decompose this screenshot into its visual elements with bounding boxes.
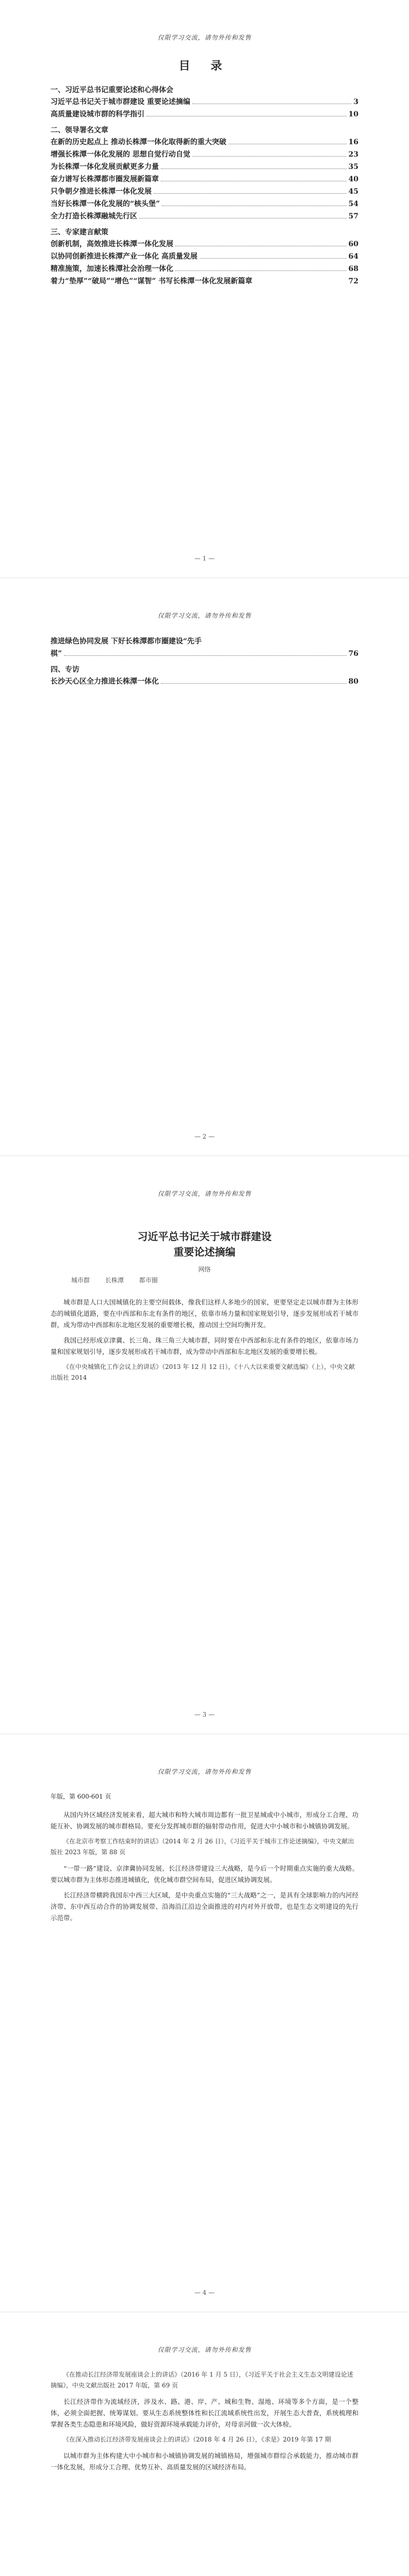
page-4	[0, 1734, 409, 2312]
toc-item[interactable]	[51, 238, 358, 250]
article-tag[interactable]: 都市圈	[139, 1277, 158, 1284]
toc-item[interactable]	[51, 96, 358, 108]
page-1	[0, 0, 409, 578]
toc-item-page: 76	[348, 650, 358, 658]
article-paragraph: 从国内外区域经济发展来看，超大城市和特大城市周边都有一批卫星城或中小城市，形成分工合理、功能互补、协调发展的城市群格局。要充分发挥城市群的辐射带动作用，促进大中小城市和小城镇协调发展。	[51, 1811, 358, 1830]
page-number: — 2 —	[194, 1133, 215, 1140]
toc-item-page: 68	[348, 265, 358, 273]
article-paragraph: 我国已经形成京津冀、长三角、珠三角三大城市群，同时要在中西部和东北有条件的地区，依靠市场力量和国家规划引导，逐步发展形成若干城市群，成为带动中西部和东北地区发展的重要增长极。	[51, 1336, 358, 1355]
toc-item-page: 23	[348, 150, 358, 159]
toc-item[interactable]	[51, 185, 358, 198]
toc-item[interactable]	[51, 173, 358, 185]
toc-item[interactable]	[51, 198, 358, 210]
toc-item[interactable]	[51, 250, 358, 263]
toc-leader	[161, 168, 347, 169]
article-title	[51, 1229, 358, 1260]
toc-item[interactable]	[51, 161, 358, 173]
article-paragraph: 以城市群为主体构建大中小城市和小城镇协调发展的城镇格局，增强城市群综合承载能力，推动城市群一体化发展，形成分工合理、优势互补、高质量发展的区域经济布局。	[51, 2452, 358, 2471]
toc-leader	[154, 193, 347, 194]
article-citation: 《在推动长江经济带发展座谈会上的讲话》（2016 年 1 月 5 日），《习近平关于社会主义生态文明建设论述摘编》，中央文献出版社 2017 年版，第 69 页	[51, 2371, 353, 2389]
toc-section-4: 四、专访	[51, 666, 79, 674]
page-3	[0, 1156, 409, 1734]
article-paragraph: 长江经济带横跨我国东中西三大区域，是中央重点实施的“三大战略”之一，是具有全球影响力的内河经济带、东中西互动合作的协调发展带、沿海沿江沿边全面推进的对内对外开放带，也是生态文明建设的先行示范带。	[51, 1891, 358, 1922]
page-number: — 3 —	[194, 1711, 215, 1718]
toc-item[interactable]	[51, 275, 358, 287]
article-title-line: 习近平总书记关于城市群建设	[137, 1230, 272, 1243]
toc-item-title: 全力打造长株潭融城先行区	[51, 212, 137, 221]
page-5	[0, 2312, 409, 2576]
toc-item[interactable]	[51, 635, 358, 660]
toc-item-page: 60	[348, 240, 358, 248]
toc-leader	[200, 258, 347, 259]
toc-leader	[192, 156, 347, 157]
article-paragraph: 城市群是人口大国城镇化的主要空间载体，像我们这样人多地少的国家，更要坚定走以城市群为主体形态的城镇化道路，要在中西部和东北有条件的地区，依靠市场力量和国家规划引导，逐步发展形成若干城市群，成为带动中西部和东北地区发展的重要增长极，推动国土空间均衡开发。	[51, 1298, 358, 1329]
article-tags	[51, 1276, 358, 1284]
toc-section-1: 一、习近平总书记重要论述和心得体会	[51, 86, 173, 94]
toc-item-title: 增强长株潭一体化发展的 思想自觉行动自觉	[51, 150, 190, 159]
toc-item-title-cont: 棋”	[51, 650, 62, 658]
toc-item-page: 54	[348, 200, 358, 208]
article-title-line: 重要论述摘编	[173, 1246, 236, 1258]
toc-item-page: 45	[348, 188, 358, 196]
toc-item-page: 35	[348, 163, 358, 171]
toc-item[interactable]	[51, 148, 358, 161]
page-header: 仅限学习交流，请勿外传和发售	[157, 612, 252, 619]
toc-section-3: 三、专家建言献策	[51, 228, 108, 236]
article-citation: 《在中央城镇化工作会议上的讲话》（2013 年 12 月 12 日），《十八大以来重要文献选编》（上），中央文献出版社 2014	[51, 1363, 355, 1381]
page-header: 仅限学习交流，请勿外传和发售	[157, 1190, 252, 1197]
toc-item-title: 在新的历史起点上 推动长株潭一体化取得新的重大突破	[51, 138, 226, 146]
toc-item[interactable]	[51, 108, 358, 121]
toc-item-page: 3	[353, 98, 358, 106]
toc-item-title: 精准施策，加速长株潭社会治理一体化	[51, 265, 173, 273]
toc-item-page: 10	[348, 110, 358, 118]
article-tag[interactable]: 长株潭	[105, 1277, 124, 1284]
article-citation: 《在深入推动长江经济带发展座谈会上的讲话》（2018 年 4 月 26 日），《求是》2019 年第 17 期	[63, 2436, 331, 2443]
toc-item-page: 64	[348, 252, 358, 261]
toc-item[interactable]	[51, 263, 358, 275]
toc-item-title: 奋力谱写长株潭都市圈发展新篇章	[51, 175, 159, 183]
article-citation-continued: 年版，第 600-601 页	[51, 1793, 111, 1800]
toc-section-2: 二、领导署名文章	[51, 126, 108, 134]
toc-item[interactable]	[51, 210, 358, 223]
article-paragraph: 长江经济带作为流域经济，涉及水、路、港、岸、产、城和生物、湿地、环境等多个方面，是一个整体，必须全面把握、统筹谋划。要从生态系统整体性和长江流域系统性出发，开展生态大普查，系统梳理和掌握各类生态隐患和环境风险，做好资源环境承载能力评价，对母亲河做一次大体检。	[51, 2398, 358, 2428]
toc-item-page: 57	[348, 212, 358, 221]
article-byline: 网络	[198, 1266, 211, 1273]
toc-item-page: 16	[348, 138, 358, 146]
toc-item[interactable]	[51, 675, 358, 688]
toc-item-title: 习近平总书记关于城市群建设 重要论述摘编	[51, 98, 190, 106]
article-paragraph: “一带一路”建设、京津冀协同发展、长江经济带建设三大战略，是今后一个时期重点实施的重大战略。要以城市群为主体形态推进城镇化，优化城市群空间布局，促进区域协调发展。	[51, 1865, 358, 1884]
page-header: 仅限学习交流，请勿外传和发售	[157, 34, 252, 41]
page-number: — 4 —	[194, 2289, 215, 2296]
toc-item-title: 着力“垫厚”“破局”“增色”“谋智” 书写长株潭一体化发展新篇章	[51, 277, 253, 285]
toc-item-title: 以协同创新推进长株潭产业一体化 高质量发展	[51, 252, 198, 261]
toc-item-page: 40	[348, 175, 358, 183]
toc-item-title: 长沙天心区全力推进长株潭一体化	[51, 677, 159, 686]
toc-item[interactable]	[51, 136, 358, 148]
toc-item-title: 推进绿色协同发展 下好长株潭都市圈建设“先手	[51, 637, 202, 646]
toc-leader	[64, 655, 346, 656]
page-2	[0, 578, 409, 1156]
article-tag[interactable]: 城市群	[71, 1277, 90, 1284]
toc-item-title: 创新机制，高效推进长株潭一体化发展	[51, 240, 173, 248]
page-header: 仅限学习交流，请勿外传和发售	[157, 2346, 252, 2353]
toc-item-title: 为长株潭一体化发展贡献更多力量	[51, 163, 159, 171]
toc-leader	[175, 270, 347, 271]
toc-leader	[161, 683, 347, 684]
page-header: 仅限学习交流，请勿外传和发售	[157, 1768, 252, 1775]
toc-item-title: 高质量建设城市群的科学指引	[51, 110, 144, 118]
page-number: — 1 —	[194, 555, 215, 562]
toc-item-page: 80	[348, 677, 358, 686]
toc-item-page: 72	[348, 277, 358, 285]
toc-title: 目 录	[178, 59, 231, 73]
article-citation: 《在北京市考察工作结束时的讲话》（2014 年 2 月 26 日），《习近平关于城市工作论述摘编》，中央文献出版社 2023 年版，第 88 页	[51, 1838, 354, 1856]
toc-item-title: 当好长株潭一体化发展的“核头堡”	[51, 200, 160, 208]
toc-item-title: 只争朝夕推进长株潭一体化发展	[51, 188, 152, 196]
